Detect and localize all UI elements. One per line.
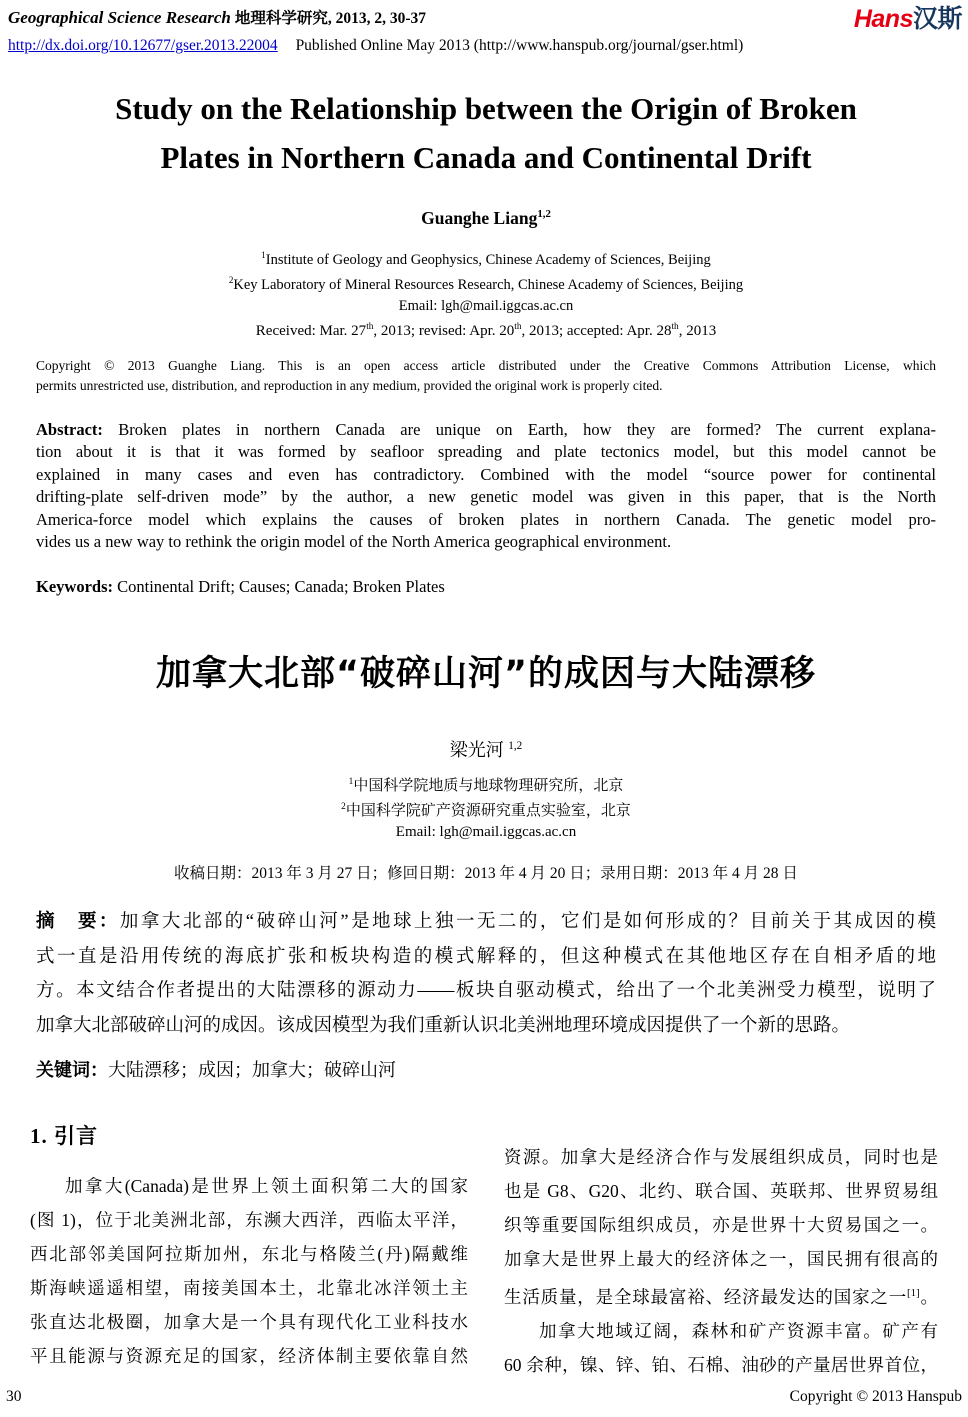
published-online-text: Published Online May 2013 (http://www.hanspub.org/journal/gser.html)	[295, 37, 744, 55]
affiliation-2-text: Key Laboratory of Mineral Resources Research, Chinese Academy of Sciences, Beijing	[233, 277, 744, 294]
citation-1-marker: [1]	[907, 1287, 920, 1299]
affiliation-2-en	[36, 270, 936, 295]
intro-line: 加拿大(Canada)是世界上领土面积第二大的国家	[65, 1176, 468, 1196]
intro-line: 加拿大地域辽阔，森林和矿产资源丰富。矿产有	[539, 1320, 938, 1341]
intro-line: 资源。加拿大是经济合作与发展组织成员，同时也是	[504, 1147, 938, 1167]
keywords-label-zh: 关键词：	[36, 1060, 108, 1081]
intro-line: 平且能源与资源充足的国家，经济体制主要依靠自然	[30, 1346, 468, 1366]
header-publication-line	[8, 37, 962, 55]
keywords-label-en: Keywords:	[36, 577, 113, 596]
footer-page-number: 30	[6, 1388, 22, 1405]
intro-ref-end: 。	[919, 1286, 939, 1307]
abstract-line: America-force model which explains the causes of broken plates in northern Canada. The genetic model pro-	[36, 509, 936, 529]
received-part: , 2013; accepted: Apr. 28	[521, 323, 672, 339]
hanspub-logo-hans: Hans	[853, 5, 913, 33]
affiliation-2-zh	[36, 797, 936, 822]
affiliation-1-text: Institute of Geology and Geophysics, Chinese Academy of Sciences, Beijing	[265, 251, 711, 268]
author-name-zh: 梁光河	[449, 740, 504, 760]
abstract-zh-line: 式一直是沿用传统的海底扩张和板块构造的模式解释的，但这种模式在其他地区存在自相矛盾的地	[36, 946, 936, 967]
intro-line-with-reference	[504, 1276, 938, 1314]
intro-line: 张直达北极圈，加拿大是一个具有现代化工业科技水	[30, 1312, 468, 1332]
article-title-en	[36, 84, 936, 182]
abstract-line: tion about it is that it was formed by seafloor spreading and plate tectonics model, but this model cannot be	[36, 442, 936, 462]
keywords-text-en: Continental Drift; Causes; Canada; Broken Plates	[113, 577, 445, 596]
author-zh	[36, 736, 936, 762]
received-part: , 2013; revised: Apr. 20	[373, 323, 515, 339]
hanspub-logo-hanzi: 汉斯	[912, 4, 962, 33]
abstract-zh-line: 加拿大北部破碎山河的成因。该成因模型为我们重新认识北美洲地理环境成因提供了一个新的思路。	[36, 1015, 851, 1036]
keywords-zh	[36, 1056, 936, 1082]
abstract-zh-line	[36, 905, 936, 940]
author-en	[36, 208, 936, 229]
abstract-label-zh: 摘 要：	[36, 911, 120, 932]
abstract-line: vides us a new way to rethink the origin model of the North America geographical environment.	[36, 532, 672, 552]
keywords-text-zh: 大陆漂移；成因；加拿大；破碎山河	[108, 1060, 396, 1080]
affiliation-1-zh	[36, 772, 936, 797]
intro-line: 斯海峡遥遥相望，南接美国本土，北靠北冰洋领土主	[30, 1278, 468, 1298]
abstract-en	[36, 419, 936, 553]
intro-right-column	[504, 1140, 938, 1382]
doi-link[interactable]: http://dx.doi.org/10.12677/gser.2013.22004	[8, 37, 278, 55]
received-part: Received: Mar. 27	[255, 323, 367, 339]
journal-title-zh: 地理科学研究, 2013, 2, 30-37	[234, 10, 427, 27]
intro-line: (图 1)，位于北美洲北部，东濒大西洋，西临太平洋，	[30, 1210, 468, 1230]
footer-copyright: Copyright © 2013 Hanspub	[789, 1388, 962, 1405]
affiliation-2-sup: 2	[228, 275, 234, 286]
intro-line: 也是 G8、G20、北约、联合国、英联邦、世界贸易组	[504, 1181, 938, 1201]
section-1-heading	[30, 1122, 468, 1150]
affiliation-1-text-zh: 中国科学院地质与地球物理研究所，北京	[353, 778, 624, 794]
copyright-notice	[36, 356, 936, 396]
intro-line: 60 余种，镍、锌、铂、石棉、油砂的产量居世界首位，	[504, 1354, 938, 1375]
article-title-zh: 加拿大北部“破碎山河”的成因与大陆漂移	[155, 654, 816, 694]
journal-title	[8, 6, 426, 28]
dates-zh: 收稿日期：2013 年 3 月 27 日；修回日期：2013 年 4 月 20 日；录用日期：2013 年 4 月 28 日	[174, 865, 798, 882]
affiliation-1-sup-zh: 1	[348, 777, 354, 787]
abstract-line: explained in many cases and even has contradictory. Combined with the model “source power for continental	[36, 464, 936, 484]
received-sup: th	[514, 322, 522, 332]
author-affil-sup-en: 1,2	[537, 208, 551, 221]
abstract-label-en: Abstract:	[36, 420, 103, 439]
affiliation-1-en	[36, 245, 936, 270]
abstract-zh-text: 加拿大北部的“破碎山河”是地球上独一无二的，它们是如何形成的？目前关于其成因的模	[119, 912, 936, 932]
copyright-line1: Copyright © 2013 Guanghe Liang. This is an open access article distributed under the Creative Commons Attribution License, which	[36, 358, 936, 373]
affiliation-1-sup: 1	[261, 250, 266, 260]
affiliations-zh	[36, 772, 936, 843]
author-affil-sup-zh: 1,2	[508, 740, 523, 752]
received-sup: th	[366, 322, 374, 332]
affiliations-en	[36, 245, 936, 316]
received-part: , 2013	[678, 323, 717, 339]
section-1-title: 引言	[54, 1124, 98, 1148]
email-en: Email: lgh@mail.iggcas.ac.cn	[398, 297, 574, 314]
abstract-text: Broken plates in northern Canada are unique on Earth, how they are formed? The current explana-	[102, 420, 936, 439]
hanspub-logo	[854, 6, 962, 33]
received-sup: th	[671, 322, 679, 332]
page-header	[8, 6, 962, 55]
abstract-zh	[36, 905, 936, 1043]
intro-ref-text: 生活质量，是全球最富裕、经济最发达的国家之一	[504, 1286, 908, 1307]
received-dates-en	[36, 322, 936, 340]
copyright-line2: permits unrestricted use, distribution, and reproduction in any medium, provided the original work is properly cited.	[36, 378, 663, 393]
intro-line: 加拿大是世界上最大的经济体之一，国民拥有很高的	[504, 1249, 938, 1269]
intro-line: 织等重要国际组织成员，亦是世界十大贸易国之一。	[504, 1215, 938, 1235]
abstract-line	[36, 419, 936, 441]
journal-title-en: Geographical Science Research	[8, 8, 231, 27]
page-footer	[6, 1388, 962, 1406]
abstract-line: drifting-plate self-driven mode” by the author, a new genetic model was given in this paper, that is the North	[36, 487, 936, 507]
keywords-en	[36, 577, 936, 597]
affiliation-2-text-zh: 中国科学院矿产资源研究重点实验室，北京	[345, 803, 631, 819]
email-zh: Email: lgh@mail.iggcas.ac.cn	[395, 824, 577, 840]
intro-line: 西北部邻美国阿拉斯加州，东北与格陵兰(丹)隔戴维	[30, 1244, 468, 1264]
section-1-number: 1.	[30, 1124, 54, 1148]
author-name-en: Guanghe Liang	[421, 208, 538, 228]
intro-left-column	[30, 1122, 468, 1373]
affiliation-2-sup-zh: 2	[341, 802, 346, 812]
article-title-line2: Plates in Northern Canada and Continental Drift	[160, 140, 812, 175]
article-title-line1: Study on the Relationship between the Origin of Broken	[115, 91, 857, 126]
abstract-zh-line: 方。本文结合作者提出的大陆漂移的源动力——板块自驱动模式，给出了一个北美洲受力模型，说明了	[36, 981, 936, 1001]
